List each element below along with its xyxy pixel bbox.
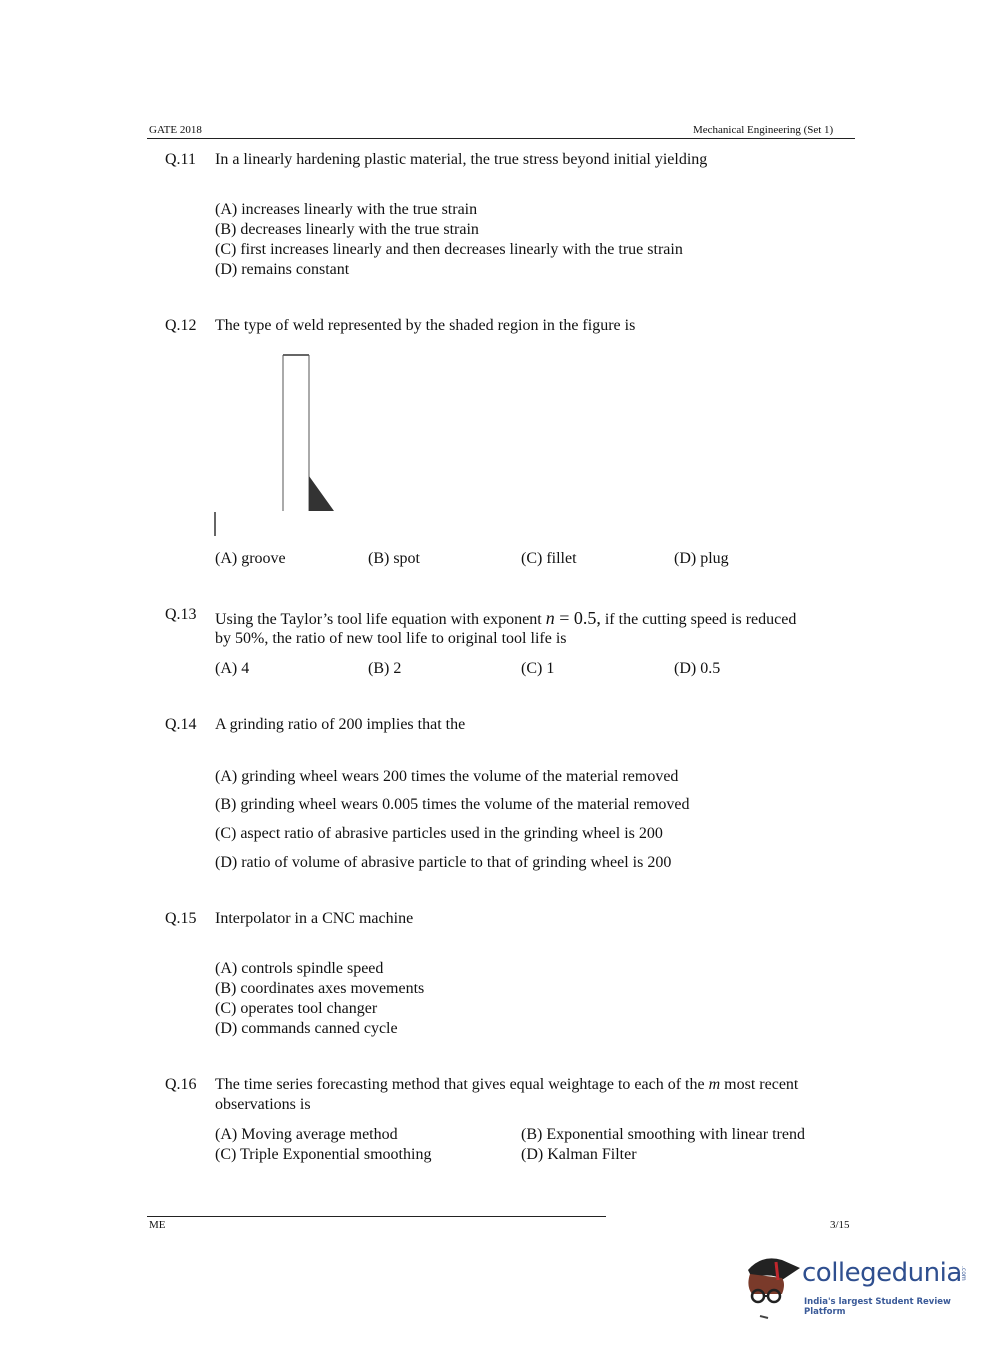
question-text: In a linearly hardening plastic material, the true stress beyond initial yielding xyxy=(215,151,708,168)
option: (A) controls spindle speed xyxy=(215,960,384,977)
equation: = 0.5, xyxy=(554,608,601,628)
option: (D) commands canned cycle xyxy=(215,1020,398,1037)
question-number: Q.16 xyxy=(165,1076,197,1093)
option: (D) plug xyxy=(674,550,729,567)
weld-figure xyxy=(200,340,360,540)
option: (D) ratio of volume of abrasive particle to that of grinding wheel is 200 xyxy=(215,854,672,871)
question-text: The type of weld represented by the shaded region in the figure is xyxy=(215,317,636,334)
option: (B) grinding wheel wears 0.005 times the volume of the material removed xyxy=(215,796,690,813)
header-rule xyxy=(147,138,855,139)
option: (A) 4 xyxy=(215,660,250,677)
text: The time series forecasting method that gives equal weightage to each of the xyxy=(215,1076,709,1093)
option: (A) increases linearly with the true strain xyxy=(215,201,478,218)
option: (A) groove xyxy=(215,550,286,567)
footer-rule xyxy=(147,1216,606,1217)
option: (C) operates tool changer xyxy=(215,1000,378,1017)
question-text-line2: by 50%, the ratio of new tool life to original tool life is xyxy=(215,630,567,647)
text: if the cutting speed is reduced xyxy=(600,611,797,628)
weld-shaded-region xyxy=(309,476,334,511)
question-number: Q.14 xyxy=(165,716,197,733)
question-number: Q.13 xyxy=(165,606,197,623)
logo-tagline: India's largest Student Review Platform xyxy=(804,1297,951,1317)
option: (D) Kalman Filter xyxy=(521,1146,637,1163)
option: (C) first increases linearly and then decreases linearly with the true strain xyxy=(215,241,683,258)
option: (A) Moving average method xyxy=(215,1126,398,1143)
question-text-line2: observations is xyxy=(215,1096,311,1113)
question-text xyxy=(215,1076,798,1094)
question-number: Q.12 xyxy=(165,317,197,334)
variable: n xyxy=(545,608,555,628)
mascot-icon xyxy=(742,1250,802,1320)
header-right: Mechanical Engineering (Set 1) xyxy=(693,124,834,136)
question-number: Q.11 xyxy=(165,151,196,168)
option: (A) grinding wheel wears 200 times the volume of the material removed xyxy=(215,768,679,785)
option: (B) Exponential smoothing with linear trend xyxy=(521,1126,805,1143)
option: (C) 1 xyxy=(521,660,555,677)
option: (B) spot xyxy=(368,550,420,567)
option: (B) decreases linearly with the true strain xyxy=(215,221,479,238)
variable: m xyxy=(708,1076,721,1093)
option: (D) remains constant xyxy=(215,261,350,278)
footer-left: ME xyxy=(149,1219,166,1231)
option: (D) 0.5 xyxy=(674,660,721,677)
question-number: Q.15 xyxy=(165,910,197,927)
question-text xyxy=(215,608,796,629)
option: (B) coordinates axes movements xyxy=(215,980,425,997)
text: Using the Taylor’s tool life equation with exponent xyxy=(215,611,546,628)
question-text: A grinding ratio of 200 implies that the xyxy=(215,716,466,733)
option: (C) aspect ratio of abrasive particles used in the grinding wheel is 200 xyxy=(215,825,663,842)
collegedunia-logo xyxy=(742,1250,972,1320)
logo-com: .com xyxy=(960,1266,967,1281)
question-text: Interpolator in a CNC machine xyxy=(215,910,414,927)
header-left: GATE 2018 xyxy=(149,124,202,136)
option: (C) Triple Exponential smoothing xyxy=(215,1146,432,1163)
page-number: 3/15 xyxy=(830,1219,850,1231)
text: most recent xyxy=(720,1076,799,1093)
option: (B) 2 xyxy=(368,660,402,677)
option: (C) fillet xyxy=(521,550,577,567)
logo-brand: collegedunia xyxy=(802,1258,962,1288)
